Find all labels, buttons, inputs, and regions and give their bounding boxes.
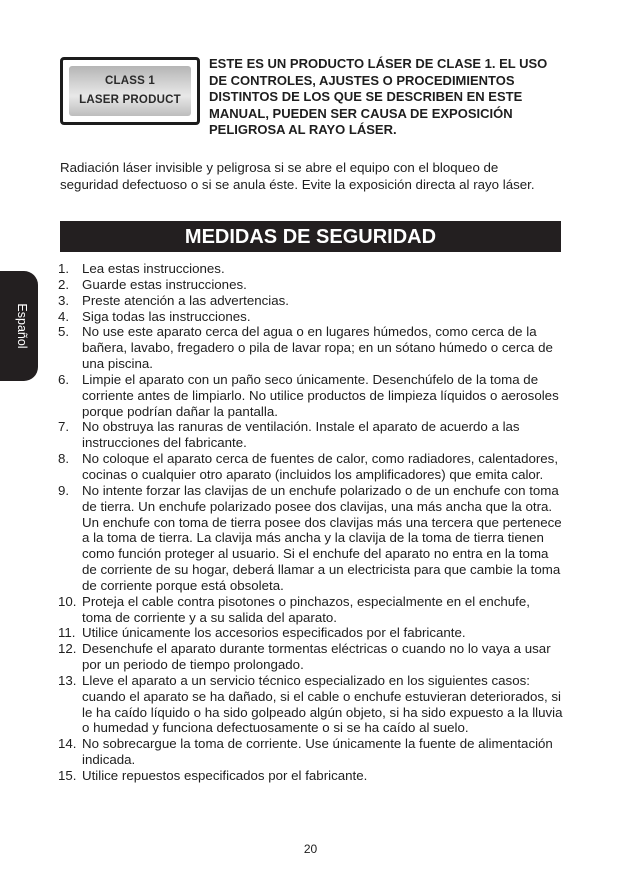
instruction-text: Desenchufe el aparato durante tormentas eléctricas o cuando no lo vaya a usar por un periodo de tiempo prolongado. bbox=[82, 641, 551, 673]
instruction-item bbox=[58, 594, 563, 626]
instruction-item bbox=[58, 277, 563, 293]
instruction-number: 8. bbox=[58, 451, 70, 467]
instruction-item bbox=[58, 419, 563, 451]
instruction-item bbox=[58, 768, 563, 784]
label-laser-product: LASER PRODUCT bbox=[79, 94, 181, 106]
instruction-text: Limpie el aparato con un paño seco únicamente. Desenchúfelo de la toma de corriente antes de limpiarlo. No utilice productos de limpieza líquidos o aerosoles porque podrían dañar la pantalla. bbox=[82, 371, 559, 419]
laser-warning: ESTE ES UN PRODUCTO LÁSER DE CLASE 1. EL USO DE CONTROLES, AJUSTES O PROCEDIMIENTOS DISTINTOS DE LOS QUE SE DESCRIBEN EN ESTE MANUAL, PUEDEN SER CAUSA DE EXPOSICIÓN PELIGROSA AL RAYO LÁSER. bbox=[209, 56, 548, 137]
instruction-number: 4. bbox=[58, 308, 70, 324]
class1-laser-label bbox=[60, 57, 200, 125]
label-class: CLASS 1 bbox=[105, 75, 155, 87]
instruction-item bbox=[58, 483, 563, 594]
instruction-number: 1. bbox=[58, 261, 70, 276]
instruction-number: 10. bbox=[58, 593, 77, 609]
instruction-text: Proteja el cable contra pisotones o pinchazos, especialmente en el enchufe, toma de corriente y a su salida del aparato. bbox=[82, 593, 530, 625]
page-number: 20 bbox=[303, 842, 318, 856]
instruction-item bbox=[58, 293, 563, 309]
instruction-item bbox=[58, 324, 563, 372]
instruction-text: Lleve el aparato a un servicio técnico especializado en los siguientes casos: cuando el aparato se ha dañado, si el cable o enchufe estuvieran deteriorados, si le ha caído líquido o ha sido golpeado algún objeto, si ha sido expuesto a la lluvia o humedad y funciona defectuosamente o si se ha caído al suelo. bbox=[82, 672, 563, 736]
instruction-item bbox=[58, 673, 563, 736]
instruction-text: Guarde estas instrucciones. bbox=[82, 276, 247, 292]
instruction-text: Utilice repuestos especificados por el fabricante. bbox=[82, 768, 368, 783]
laser-label-plate bbox=[69, 66, 191, 116]
instruction-number: 14. bbox=[58, 736, 77, 752]
instruction-item bbox=[58, 625, 563, 641]
safety-instructions-list bbox=[58, 261, 563, 784]
radiation-notice: Radiación láser invisible y peligrosa si se abre el equipo con el bloqueo de seguridad defectuoso o si se anula éste. Evite la exposición directa al rayo láser. bbox=[60, 160, 535, 192]
language-tab-label: Español bbox=[15, 303, 29, 349]
instruction-number: 2. bbox=[58, 276, 70, 292]
instruction-number: 11. bbox=[58, 625, 76, 641]
instruction-item bbox=[58, 451, 563, 483]
instruction-text: No intente forzar las clavijas de un enchufe polarizado o de un enchufe con toma de tierra. Un enchufe polarizado posee dos clavijas, una más ancha que la otra. Un enchufe con toma de tierra posee dos clavijas más una tercera que pertenece a la toma de tierra. La clavija más ancha y la clavija de la toma de tierra tienen como función proteger al usuario. Si el enchufe del aparato no entra en la toma de corriente de su hogar, deberá llamar a un electricista para que cambie la toma de corriente porque está obsoleta. bbox=[82, 482, 562, 593]
section-title: MEDIDAS DE SEGURIDAD bbox=[60, 221, 561, 252]
instruction-number: 15. bbox=[58, 768, 77, 783]
instruction-text: Preste atención a las advertencias. bbox=[82, 292, 289, 308]
instruction-number: 6. bbox=[58, 371, 70, 387]
instruction-text: No coloque el aparato cerca de fuentes de calor, como radiadores, calentadores, cocinas o cualquier otro aparato (incluidos los amplificadores) que emita calor. bbox=[82, 451, 559, 482]
instruction-text: Utilice únicamente los accesorios especificados por el fabricante. bbox=[82, 625, 466, 641]
instruction-text: No use este aparato cerca del agua o en lugares húmedos, como cerca de la bañera, lavabo, fregadero o pila de lavar ropa; en un sótano húmedo o cerca de una piscina. bbox=[82, 324, 553, 372]
instruction-number: 5. bbox=[58, 324, 70, 340]
instruction-number: 12. bbox=[58, 641, 77, 657]
instruction-item bbox=[58, 736, 563, 768]
instruction-item bbox=[58, 309, 563, 325]
instruction-text: Siga todas las instrucciones. bbox=[82, 308, 251, 324]
instruction-text: No obstruya las ranuras de ventilación. Instale el aparato de acuerdo a las instrucciones del fabricante. bbox=[82, 419, 520, 451]
instruction-item bbox=[58, 372, 563, 420]
instruction-number: 13. bbox=[58, 672, 77, 688]
instruction-text: No sobrecargue la toma de corriente. Use únicamente la fuente de alimentación indicada. bbox=[82, 736, 553, 768]
instruction-item bbox=[58, 261, 563, 277]
instruction-number: 7. bbox=[58, 419, 70, 435]
instruction-text: Lea estas instrucciones. bbox=[82, 261, 225, 276]
instruction-number: 3. bbox=[58, 292, 70, 308]
instruction-number: 9. bbox=[58, 482, 70, 498]
instruction-item bbox=[58, 641, 563, 673]
